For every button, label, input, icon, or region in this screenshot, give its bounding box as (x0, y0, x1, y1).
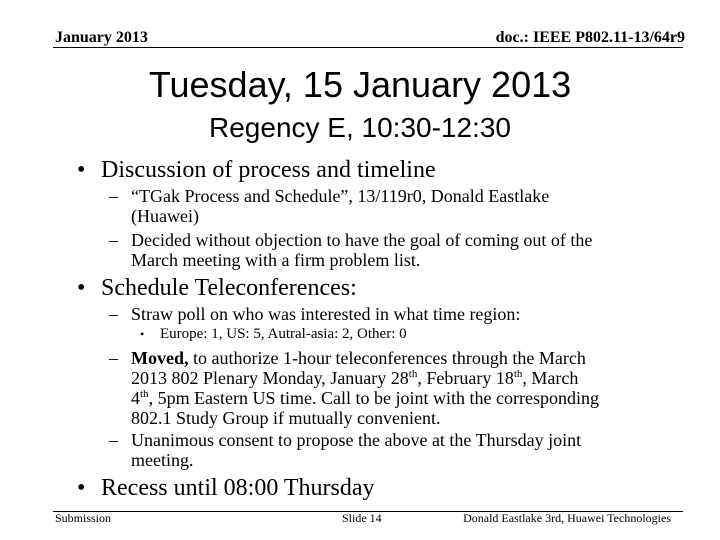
sub-bullet-line: “TGak Process and Schedule”, 13/119r0, Donald Eastlake (131, 186, 550, 206)
dash-marker: – (109, 304, 118, 324)
bullet-marker: • (77, 475, 86, 501)
bullet-marker: • (77, 275, 86, 301)
header-doc-id: doc.: IEEE P802.11-13/64r9 (495, 29, 685, 46)
moved-line2-text: 2013 802 Plenary Monday, January 28 (131, 368, 409, 388)
dash-marker: – (109, 348, 118, 368)
moved-line3-text: , 5pm Eastern US time. Call to be joint with the corresponding (148, 388, 599, 408)
footer-submission: Submission (55, 511, 112, 525)
moved-line1-text: to authorize 1-hour teleconferences through the March (188, 348, 586, 368)
sub-bullet-line (131, 348, 586, 368)
superscript-th: th (513, 368, 523, 380)
moved-line2-text: , March (522, 368, 579, 388)
superscript-th: th (140, 388, 149, 400)
moved-label: Moved, (131, 348, 189, 368)
sub-bullet-line (131, 368, 578, 388)
sub-bullet-line: (Huawei) (131, 206, 199, 226)
dash-marker: – (109, 230, 118, 250)
dash-marker: – (109, 186, 118, 206)
dash-marker: – (109, 430, 118, 450)
slide-subtitle: Regency E, 10:30-12:30 (209, 112, 511, 143)
bullet-text: Discussion of process and timeline (101, 157, 436, 183)
bullet-text: Recess until 08:00 Thursday (101, 475, 375, 501)
sub-bullet-line: Unanimous consent to propose the above at the Thursday joint (131, 430, 582, 450)
footer-slide-number: Slide 14 (342, 511, 382, 525)
bullet-marker: • (77, 157, 86, 183)
bullet-marker: • (140, 327, 145, 341)
sub-bullet-line: March meeting with a firm problem list. (131, 250, 421, 270)
sub-bullet-line: Straw poll on who was interested in what time region: (131, 304, 521, 324)
poll-results-text: Europe: 1, US: 5, Autral-asia: 2, Other: 0 (160, 326, 407, 342)
footer-author: Donald Eastlake 3rd, Huawei Technologies (463, 511, 671, 525)
superscript-th: th (408, 368, 418, 380)
sub-bullet-line: 802.1 Study Group if mutually convenient. (131, 408, 441, 428)
sub-bullet-line: meeting. (131, 450, 194, 470)
slide-title: Tuesday, 15 January 2013 (148, 64, 572, 105)
sub-bullet-line (131, 388, 599, 408)
moved-line3-text: 4 (131, 388, 140, 408)
header-date: January 2013 (55, 29, 148, 46)
bullet-text: Schedule Teleconferences: (101, 275, 357, 301)
sub-bullet-line: Decided without objection to have the goal of coming out of the (131, 230, 593, 250)
moved-line2-text: , February 18 (417, 368, 514, 388)
header-rule (53, 47, 683, 48)
